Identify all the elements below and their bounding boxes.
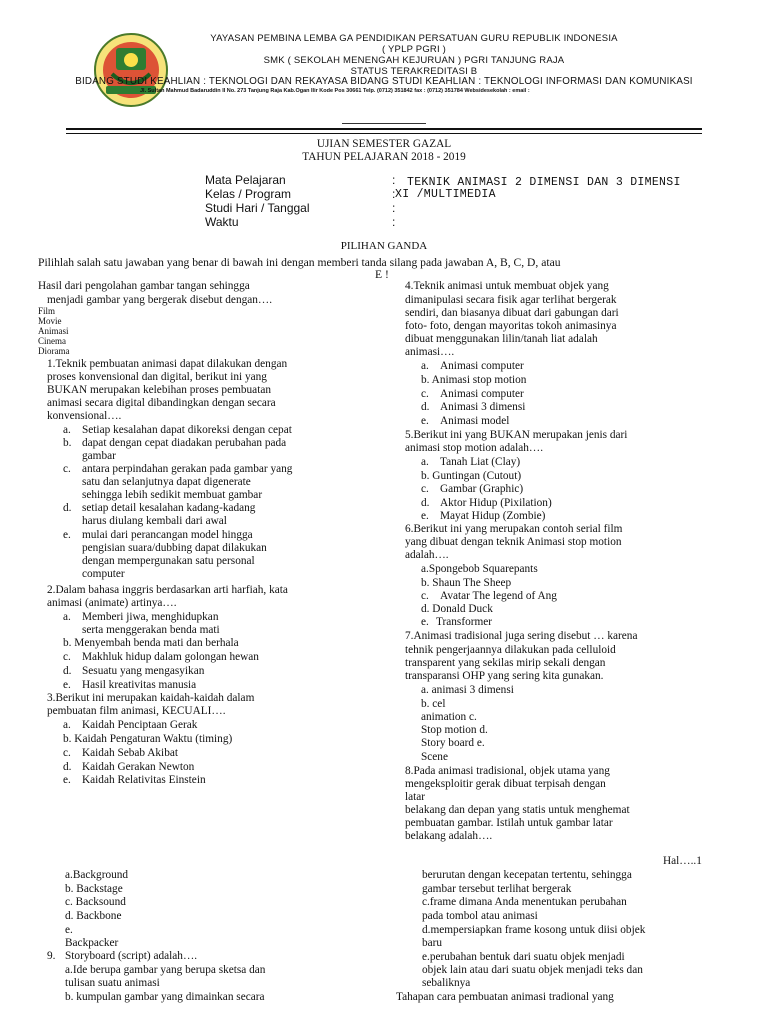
q1-line: animasi secara digital dibandingkan dengan secara bbox=[47, 397, 276, 409]
page-number: Hal…..1 bbox=[663, 855, 702, 867]
q7-line: 7.Animasi tradisional juga sering disebut … karena bbox=[405, 630, 638, 642]
q6-option-c: Avatar The legend of Ang bbox=[440, 590, 557, 602]
q3-option-marker: c. bbox=[63, 747, 71, 759]
q2-option-e: Hasil kreativitas manusia bbox=[82, 679, 197, 691]
q7-line: transparansi OHP yang sering kita gunakan. bbox=[405, 670, 604, 682]
q1-option-a: Setiap kesalahan dapat dikoreksi dengan cepat bbox=[82, 424, 292, 436]
q3-option-c: Kaidah Sebab Akibat bbox=[82, 747, 179, 759]
q9-option-d-cont: baru bbox=[422, 937, 443, 949]
label-day-date: Studi Hari / Tanggal bbox=[205, 201, 310, 215]
q4-line: foto- foto, dengan mayoritas tokoh animasinya bbox=[405, 320, 617, 332]
colon-subject: : bbox=[392, 173, 396, 187]
q4-option-a: Animasi computer bbox=[440, 360, 524, 372]
q4-option-e: Animasi model bbox=[440, 415, 510, 427]
q7-option-e-cont: Scene bbox=[421, 751, 448, 763]
q1-option-e-cont: dengan mempergunakan satu personal bbox=[82, 555, 255, 567]
q6-option-marker: c. bbox=[421, 590, 429, 602]
q3-option-b: b. Kaidah Pengaturan Waktu (timing) bbox=[63, 733, 233, 745]
q6-line: 6.Berikut ini yang merupakan contoh serial film bbox=[405, 523, 623, 535]
q1-option-e-cont: pengisian suara/dubbing dapat dilakukan bbox=[82, 542, 267, 554]
q2-option-marker: a. bbox=[63, 611, 71, 623]
label-time: Waktu bbox=[205, 215, 239, 229]
q6-option-a: a.Spongebob Squarepants bbox=[421, 563, 538, 575]
q2-line: animasi (animate) artinya…. bbox=[47, 597, 177, 609]
q1-option-d: setiap detail kesalahan kadang-kadang bbox=[82, 502, 256, 514]
q9-option-b-cont: gambar tersebut terlihat bergerak bbox=[422, 883, 572, 895]
q5-option-marker: e. bbox=[421, 510, 429, 522]
q5-option-marker: a. bbox=[421, 456, 429, 468]
header-fields: BIDANG STUDI KEAHLIAN : TEKNOLOGI DAN REKAYASA BIDANG STUDI KEAHLIAN : TEKNOLOGI INFORMASI DAN KOMUNIKASI bbox=[75, 76, 693, 87]
q9-option-e: e.perubahan bentuk dari suatu objek menjadi bbox=[422, 951, 625, 963]
q9-option-e-cont: sebaliknya bbox=[422, 977, 471, 989]
q1-option-marker: e. bbox=[63, 529, 71, 541]
q1-line: konvensional…. bbox=[47, 410, 122, 422]
q2-option-marker: d. bbox=[63, 665, 72, 677]
q2-option-marker: c. bbox=[63, 651, 71, 663]
q3-option-e: Kaidah Relativitas Einstein bbox=[82, 774, 206, 786]
q8-option-marker: e. bbox=[65, 924, 73, 936]
q1-option-e: mulai dari perancangan model hingga bbox=[82, 529, 253, 541]
q1-line: 1.Teknik pembuatan animasi dapat dilakukan dengan bbox=[47, 358, 288, 370]
q8-option-b: b. Backstage bbox=[65, 883, 123, 895]
q5-option-a: Tanah Liat (Clay) bbox=[440, 456, 521, 468]
q8-line: mengeksploitir gerak dibuat terpisah dengan bbox=[405, 778, 606, 790]
q9-option-a-cont: tulisan suatu animasi bbox=[65, 977, 160, 989]
q9-option-c-cont: pada tombol atau animasi bbox=[422, 910, 538, 922]
header-school-name: SMK ( SEKOLAH MENENGAH KEJURUAN ) PGRI TANJUNG RAJA bbox=[263, 55, 565, 66]
q4-line: dimanipulasi secara fisik agar terlihat bergerak bbox=[405, 294, 617, 306]
header-divider-top bbox=[66, 128, 702, 130]
q9-option-a: a.Ide berupa gambar yang berupa sketsa dan bbox=[65, 964, 266, 976]
q5-option-c: Gambar (Graphic) bbox=[440, 483, 524, 495]
q2-option-d: Sesuatu yang mengasyikan bbox=[82, 665, 205, 677]
q1-option-c-cont: sehingga lebih sedikit membuat gambar bbox=[82, 489, 263, 501]
q3-option-d: Kaidah Gerakan Newton bbox=[82, 761, 195, 773]
q1-option-c-cont: satu dan selanjutnya dapat digenerate bbox=[82, 476, 251, 488]
q9-option-e-cont: objek lain atau dari suatu objek menjadi teks dan bbox=[422, 964, 643, 976]
q4-line: sendiri, dan biasanya dibuat dari gabungan dari bbox=[405, 307, 619, 319]
exam-year: TAHUN PELAJARAN 2018 - 2019 bbox=[302, 151, 466, 163]
q10-line: Tahapan cara pembuatan animasi tradional yang bbox=[396, 991, 614, 1003]
q4-option-marker: d. bbox=[421, 401, 430, 413]
q8-line: latar bbox=[405, 791, 426, 803]
q5-option-e: Mayat Hidup (Zombie) bbox=[440, 510, 546, 522]
q1-option-marker: c. bbox=[63, 463, 71, 475]
q6-option-e: Transformer bbox=[436, 616, 493, 628]
q1-option-marker: a. bbox=[63, 424, 71, 436]
label-class: Kelas / Program bbox=[205, 187, 292, 201]
q5-line: animasi stop motion adalah…. bbox=[405, 442, 544, 454]
q4-line: dibuat menggunakan lilin/tanah liat adalah bbox=[405, 333, 598, 345]
q5-option-d: Aktor Hidup (Pixilation) bbox=[440, 497, 552, 509]
header-address: Jl. Sultan Mahmud Badaruddin II No. 273 Tanjung Raja Kab.Ogan Ilir Kode Pos 30661 Telp. (0712) 351842 fax : (0712) 351784 Websidesekolah : email : bbox=[140, 88, 530, 94]
q6-line: yang dibuat dengan teknik Animasi stop motion bbox=[405, 536, 622, 548]
q9-option-d: d.mempersiapkan frame kosong untuk diisi objek bbox=[422, 924, 646, 936]
q6-option-b: b. Shaun The Sheep bbox=[421, 577, 512, 589]
q2-option-c: Makhluk hidup dalam golongan hewan bbox=[82, 651, 259, 663]
section-instruction-end: E ! bbox=[375, 268, 389, 281]
q1-line: BUKAN merupakan kelebihan proses pembuatan bbox=[47, 384, 271, 396]
header-abbr: ( YPLP PGRI ) bbox=[381, 44, 447, 55]
q3-line: 3.Berikut ini merupakan kaidah-kaidah dalam bbox=[47, 692, 255, 704]
q9-option-b-cont: berurutan dengan kecepatan tertentu, sehingga bbox=[422, 869, 632, 881]
q4-option-d: Animasi 3 dimensi bbox=[440, 401, 526, 413]
q2-option-a-cont: serta menggerakan benda mati bbox=[82, 624, 220, 636]
q7-option-b: b. cel bbox=[421, 698, 446, 710]
value-subject: TEKNIK ANIMASI 2 DIMENSI DAN 3 DIMENSI bbox=[407, 176, 681, 189]
q3-option-marker: a. bbox=[63, 719, 71, 731]
header-divider-bottom bbox=[66, 133, 702, 134]
q7-option-d: Stop motion d. bbox=[421, 724, 488, 736]
q9-option-b: b. kumpulan gambar yang dimainkan secara bbox=[65, 991, 265, 1003]
label-subject: Mata Pelajaran bbox=[205, 173, 286, 187]
exam-title: UJIAN SEMESTER GAZAL bbox=[316, 138, 452, 150]
q9-question: Storyboard (script) adalah…. bbox=[65, 950, 198, 962]
q2-option-a: Memberi jiwa, menghidupkan bbox=[82, 611, 219, 623]
value-class: XI /MULTIMEDIA bbox=[395, 188, 496, 201]
q6-option-d: d. Donald Duck bbox=[421, 603, 493, 615]
q7-line: tehnik pengerjaannya dilakukan pada celluloid bbox=[405, 644, 616, 656]
q1-line: proses konvensional dan digital, berikut ini yang bbox=[47, 371, 267, 383]
q4-option-marker: a. bbox=[421, 360, 429, 372]
q5-option-b: b. Guntingan (Cutout) bbox=[421, 470, 522, 482]
q1-option-marker: b. bbox=[63, 437, 72, 449]
intro-option: Film bbox=[38, 306, 56, 316]
q8-line: belakang dan depan yang statis untuk menghemat bbox=[405, 804, 630, 816]
q8-line: pembuatan gambar. Istilah untuk gambar latar bbox=[405, 817, 613, 829]
colon-class: : bbox=[392, 187, 396, 201]
q8-option-d: d. Backbone bbox=[65, 910, 122, 922]
q8-option-e: Backpacker bbox=[65, 937, 119, 949]
q8-option-c: c. Backsound bbox=[65, 896, 126, 908]
q7-option-a: a. animasi 3 dimensi bbox=[421, 684, 514, 696]
q6-line: adalah…. bbox=[405, 549, 449, 561]
q4-line: animasi…. bbox=[405, 346, 455, 358]
colon-day-date: : bbox=[392, 201, 396, 215]
intro-question-line: menjadi gambar yang bergerak disebut dengan…. bbox=[47, 294, 273, 306]
intro-option: Movie bbox=[38, 316, 62, 326]
q5-option-marker: c. bbox=[421, 483, 429, 495]
q1-option-marker: d. bbox=[63, 502, 72, 514]
header-short-rule bbox=[342, 123, 426, 124]
q3-option-marker: d. bbox=[63, 761, 72, 773]
q3-option-a: Kaidah Penciptaan Gerak bbox=[82, 719, 198, 731]
intro-option: Cinema bbox=[38, 336, 66, 346]
q4-option-marker: e. bbox=[421, 415, 429, 427]
q6-option-marker: e. bbox=[421, 616, 429, 628]
q3-line: pembuatan film animasi, KECUALI…. bbox=[47, 705, 226, 717]
q7-option-e: Story board e. bbox=[421, 737, 485, 749]
intro-option: Animasi bbox=[38, 326, 69, 336]
intro-option: Diorama bbox=[38, 346, 70, 356]
q5-line: 5.Berikut ini yang BUKAN merupakan jenis dari bbox=[405, 429, 628, 441]
colon-time: : bbox=[392, 215, 396, 229]
q2-line: 2.Dalam bahasa inggris berdasarkan arti harfiah, kata bbox=[47, 584, 288, 596]
q5-option-marker: d. bbox=[421, 497, 430, 509]
q1-option-b-cont: gambar bbox=[82, 450, 116, 462]
q1-option-c: antara perpindahan gerakan pada gambar yang bbox=[82, 463, 293, 475]
q4-option-c: Animasi computer bbox=[440, 388, 524, 400]
q1-option-e-cont: computer bbox=[82, 568, 125, 580]
q2-option-marker: e. bbox=[63, 679, 71, 691]
header-accreditation: STATUS TERAKREDITASI B bbox=[350, 66, 478, 77]
q7-option-c: animation c. bbox=[421, 711, 477, 723]
q9-number: 9. bbox=[47, 950, 56, 962]
header-foundation: YAYASAN PEMBINA LEMBA GA PENDIDIKAN PERSATUAN GURU REPUBLIK INDONESIA bbox=[210, 33, 618, 44]
q3-option-marker: e. bbox=[63, 774, 71, 786]
q4-option-marker: c. bbox=[421, 388, 429, 400]
section-title: PILIHAN GANDA bbox=[340, 240, 428, 252]
q8-line: 8.Pada animasi tradisional, objek utama yang bbox=[405, 765, 610, 777]
q8-option-a: a.Background bbox=[65, 869, 129, 881]
q1-option-d-cont: harus diulang kembali dari awal bbox=[82, 515, 227, 527]
q9-option-c: c.frame dimana Anda menentukan perubahan bbox=[422, 896, 627, 908]
q2-option-b: b. Menyembah benda mati dan berhala bbox=[63, 637, 239, 649]
q7-line: transparent yang sekilas mirip sekali dengan bbox=[405, 657, 606, 669]
q8-line: belakang adalah…. bbox=[405, 830, 493, 842]
q4-option-b: b. Animasi stop motion bbox=[421, 374, 527, 386]
section-instruction: Pilihlah salah satu jawaban yang benar di bawah ini dengan memberi tanda silang pada jawaban A, B, C, D, atau bbox=[38, 256, 561, 269]
q1-option-b: dapat dengan cepat diadakan perubahan pada bbox=[82, 437, 287, 449]
intro-question-line: Hasil dari pengolahan gambar tangan sehingga bbox=[38, 280, 250, 292]
q4-line: 4.Teknik animasi untuk membuat objek yang bbox=[405, 280, 609, 292]
